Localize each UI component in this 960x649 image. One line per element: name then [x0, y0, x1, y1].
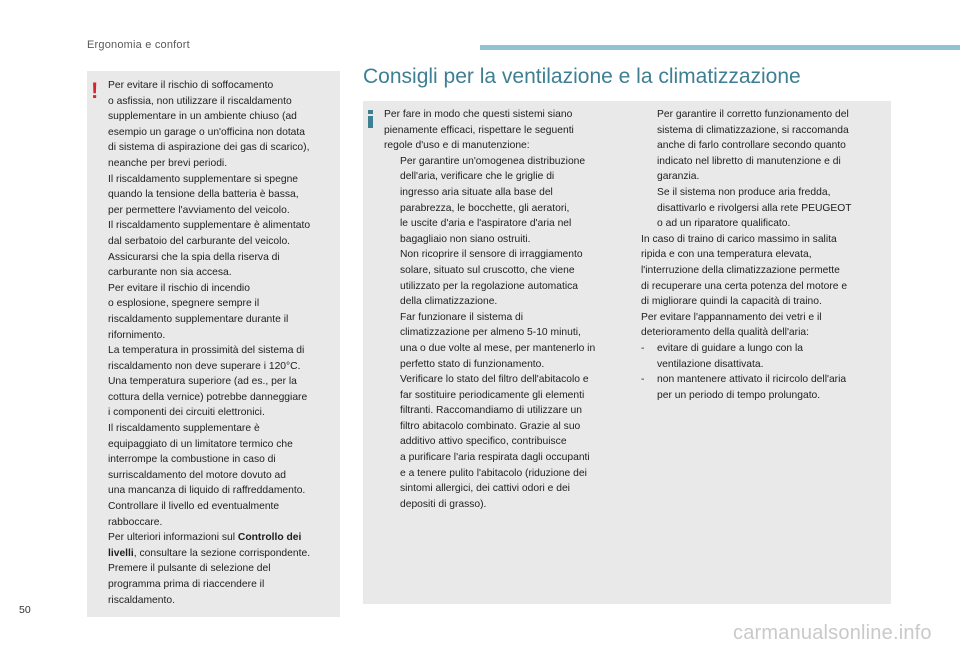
text-line: sintomi allergici, dei cattivi odori e dei [400, 483, 570, 495]
text-line: ripida e con una temperatura elevata, [641, 249, 812, 261]
info-icon [368, 110, 374, 127]
text-line: le uscite d'aria e l'aspiratore d'aria nel [400, 218, 572, 230]
text-line: filtranti. Raccomandiamo di utilizzare un [400, 405, 582, 417]
dash-item [641, 372, 886, 403]
text-line: depositi di grasso). [400, 498, 487, 510]
text-line: perfetto stato di funzionamento. [400, 358, 545, 370]
text-line: Premere il pulsante di selezione del [108, 563, 271, 575]
text-line: Per garantire un'omogenea distribuzione [400, 155, 586, 167]
page-title: Consigli per la ventilazione e la climatizzazione [363, 65, 801, 88]
text-line: o asfissia, non utilizzare il riscaldamento [108, 95, 292, 107]
text-line: di migliorare quindi la capacità di traino. [641, 296, 822, 308]
text-line: Non ricoprire il sensore di irraggiamento [400, 249, 583, 261]
text-line: carburante non sia accesa. [108, 267, 232, 279]
text-line: per un periodo di tempo prolungato. [657, 389, 821, 401]
bullet-item [384, 310, 630, 372]
text-line: La temperatura in prossimità del sistema di [108, 345, 305, 357]
text-line: l'interruzione della climatizzazione permette [641, 264, 840, 276]
text-line: Per evitare il rischio di soffocamento [108, 80, 274, 91]
text-line: interrompe la combustione in caso di [108, 454, 276, 466]
text-line: cottura della vernice) potrebbe danneggiare [108, 391, 308, 403]
text-line: bagagliaio non siano ostruiti. [400, 233, 531, 245]
text-line: e a tenere pulito l'abitacolo (riduzione dei [400, 467, 587, 479]
text-line: regole d'uso e di manutenzione: [384, 140, 530, 152]
warning-text [108, 78, 338, 608]
info-column-1 [384, 107, 630, 512]
text-line: pienamente efficaci, rispettare le seguenti [384, 124, 574, 136]
warning-icon: ! [91, 78, 99, 103]
text-line: rifornimento. [108, 329, 166, 341]
text-line: climatizzazione per almeno 5-10 minuti, [400, 327, 581, 339]
section-header: Ergonomia e confort [87, 39, 190, 51]
text-line: non mantenere attivato il ricircolo dell'aria [657, 374, 847, 386]
text-line: i componenti dei circuiti elettronici. [108, 407, 265, 419]
dash-item [641, 341, 886, 372]
text-line: solare, situato sul cruscotto, che viene [400, 264, 575, 276]
text-line: Controllare il livello ed eventualmente [108, 501, 280, 513]
text-line: neanche per brevi periodi. [108, 157, 228, 169]
text-line: programma prima di riaccendere il [108, 579, 265, 590]
bullet-item [641, 185, 886, 232]
text-line: utilizzato per la regolazione automatica [400, 280, 579, 292]
text-line: o esplosione, spegnere sempre il [108, 298, 260, 310]
text-line: Il riscaldamento supplementare è alimentato [108, 220, 311, 232]
text-line: Verificare lo stato del filtro dell'abitacolo e [400, 374, 589, 386]
text-line: riscaldamento non deve superare i 120°C. [108, 360, 301, 372]
text-line: Il riscaldamento supplementare è [108, 423, 260, 435]
info-column-2 [641, 107, 886, 403]
text-line: In caso di traino di carico massimo in salita [641, 233, 837, 245]
text-line: esempio un garage o un'officina non dotata [108, 126, 305, 138]
text-line: Per garantire il corretto funzionamento del [657, 109, 849, 120]
text-line: parabrezza, le bocchette, gli aeratori, [400, 202, 570, 214]
text-line: indicato nel libretto di manutenzione e di [657, 155, 841, 167]
text-line: o ad un riparatore qualificato. [657, 218, 791, 230]
text-line: ingresso aria situate alla base del [400, 186, 553, 198]
text-line: Se il sistema non produce aria fredda, [657, 186, 831, 198]
text-line: filtro abitacolo combinato. Grazie al suo [400, 420, 581, 432]
header-accent-bar [480, 45, 960, 50]
text-line: disattivarlo e rivolgersi alla rete PEUGEOT [657, 202, 852, 214]
text-line: Per evitare il rischio di incendio [108, 282, 250, 294]
text-line: una o due volte al mese, per mantenerlo in [400, 342, 596, 354]
text-line: far sostituire periodicamente gli elementi [400, 389, 585, 401]
text-line: dell'aria, verificare che le griglie di [400, 171, 555, 183]
text-line: deterioramento della qualità dell'aria: [641, 327, 809, 339]
text-line: riscaldamento supplementare durante il [108, 313, 289, 325]
text-line: surriscaldamento del motore dovuto ad [108, 469, 287, 481]
text-line: riscaldamento. [108, 594, 175, 606]
text-line: supplementare in un ambiente chiuso (ad [108, 111, 297, 123]
more-info-link: Controllo dei [237, 532, 302, 544]
text-line: a purificare l'aria respirata dagli occupanti [400, 452, 590, 464]
text-line: sistema di climatizzazione, si raccomanda [657, 124, 849, 136]
dash-marker: - [641, 342, 645, 354]
text-line: ventilazione disattivata. [657, 358, 764, 370]
text-line: Il riscaldamento supplementare si spegne [108, 173, 299, 185]
text-line: Una temperatura superiore (ad es., per la [108, 376, 297, 388]
text-line: garanzia. [657, 171, 700, 183]
text-line: dal serbatoio del carburante del veicolo. [108, 235, 291, 247]
text-line: anche di farlo controllare secondo quanto [657, 140, 846, 152]
dash-marker: - [641, 374, 645, 386]
more-info-line-2: livelli, consultare la sezione corrispondente. [108, 547, 311, 559]
text-line: equipaggiato di un limitatore termico che [108, 438, 293, 450]
text-line: quando la tensione della batteria è bassa, [108, 189, 299, 201]
bullet-item [384, 372, 630, 512]
site-watermark: carmanualsonline.info [733, 622, 932, 644]
text-line: per permettere l'avviamento del veicolo. [108, 204, 290, 216]
text-line: della climatizzazione. [400, 296, 498, 308]
text-line: di recuperare una certa potenza del motore e [641, 280, 848, 292]
text-line: Assicurarsi che la spia della riserva di [108, 251, 280, 263]
page-number: 50 [19, 604, 31, 616]
text-line: Per fare in modo che questi sistemi siano [384, 109, 573, 120]
text-line: di sistema di aspirazione dei gas di scarico), [108, 142, 310, 154]
bullet-item [641, 107, 886, 185]
bullet-item [384, 247, 630, 309]
text-line: una mancanza di liquido di raffreddamento. [108, 485, 306, 497]
text-line: evitare di guidare a lungo con la [657, 342, 803, 354]
text-line: additivo attivo specifico, contribuisce [400, 436, 567, 448]
text-line: Far funzionare il sistema di [400, 311, 524, 323]
bullet-item [384, 154, 630, 248]
text-line: rabboccare. [108, 516, 163, 528]
more-info-line-1: Per ulteriori informazioni sul Controllo dei [108, 532, 302, 544]
text-line: Per evitare l'appannamento dei vetri e il [641, 311, 822, 323]
